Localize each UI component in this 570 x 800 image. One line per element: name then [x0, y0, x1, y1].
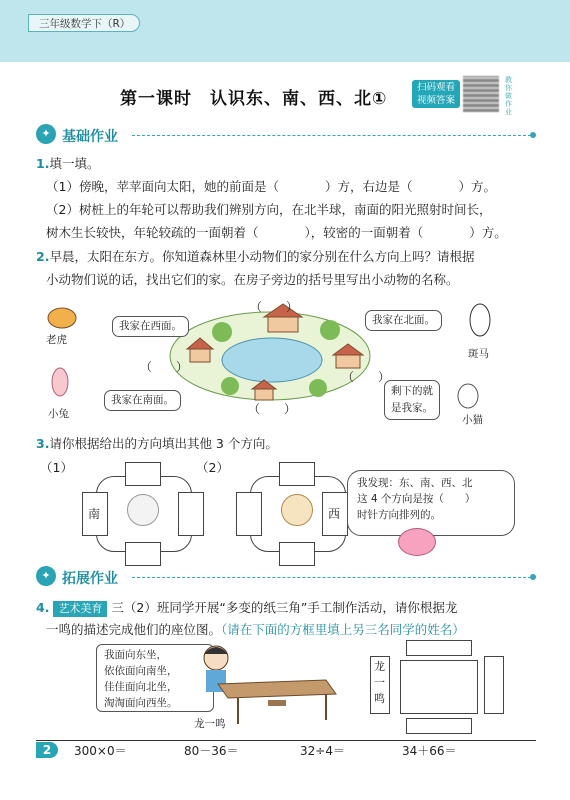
- lightbulb-icon: ✦: [36, 124, 56, 144]
- q1-part2-d: ）方。: [469, 225, 507, 240]
- rabbit-label: 小兔: [48, 408, 69, 420]
- section-extend: [36, 566, 536, 588]
- calc-1: 300×0＝: [74, 744, 127, 758]
- q3-number: 3.: [36, 436, 50, 451]
- q1-part2-line2: [46, 225, 507, 241]
- section-dot: [530, 132, 536, 138]
- grade-tag: 三年级数学下（R）: [28, 14, 140, 32]
- q1-part1-a: （1）傍晚，苹苹面向太阳，她的前面是（: [46, 179, 279, 194]
- say-1: 我面向东坐，: [104, 649, 167, 661]
- cat-speech-1: 剩下的就: [391, 385, 433, 397]
- rabbit-speech: 我家在南面。: [104, 390, 181, 411]
- scan-label-1: 扫码观看: [416, 82, 455, 93]
- q2-line2: 小动物们说的话，找出它们的家。在房子旁边的括号里写出小动物的名称。: [46, 272, 459, 287]
- cat-speech-2: 是我家。: [391, 402, 433, 414]
- dog-face-icon: [281, 494, 313, 526]
- house-east-blank[interactable]: （ ）: [342, 370, 391, 384]
- q4-text-1: 三（2）班同学开展“多变的纸三角”手工制作活动，请你根据龙: [111, 600, 458, 615]
- seat-name-2: 一: [374, 676, 385, 689]
- q3-heading: [36, 436, 278, 452]
- say-4: 淘淘面向西坐。: [104, 697, 178, 709]
- section-dot: [530, 574, 536, 580]
- q3-diagram1-label: （1）: [40, 460, 73, 475]
- q1-number: 1.: [36, 156, 50, 171]
- house-south-blank[interactable]: （ ）: [248, 402, 297, 416]
- art-tag: 艺术美育: [53, 601, 107, 617]
- house-west-blank[interactable]: （ ）: [140, 360, 189, 374]
- zebra-label: 斑马: [468, 348, 489, 360]
- say-2: 依依面向南坐，: [104, 665, 178, 677]
- house-north-blank[interactable]: （ ）: [250, 300, 299, 314]
- q4-line2: [46, 622, 465, 638]
- scan-video-badge[interactable]: [412, 80, 460, 108]
- tiger-speech: 我家在西面。: [112, 316, 189, 337]
- q1-title: 填一填。: [49, 156, 100, 171]
- calc-3: 32÷4＝: [300, 744, 345, 758]
- q1-part1: [46, 179, 496, 195]
- say-3: 佳佳面向北坐，: [104, 681, 178, 693]
- seat-east-box[interactable]: [484, 656, 504, 714]
- q1-heading: [36, 156, 99, 172]
- zebra-speech: 我家在北面。: [365, 310, 442, 331]
- seat-name-3: 鸣: [374, 692, 385, 705]
- section-extend-title: 拓展作业: [62, 571, 118, 587]
- dir2-right-box: [322, 492, 348, 536]
- dir2-left-box[interactable]: [236, 492, 262, 536]
- section-basic-title: 基础作业: [62, 129, 118, 145]
- q2-text-1: 早晨，太阳在东方。你知道森林里小动物们的家分别在什么方向上吗？请根据: [49, 249, 475, 264]
- q2-line1: [36, 249, 474, 265]
- cat-label: 小猫: [462, 414, 483, 426]
- table-box: [400, 660, 478, 714]
- q1-part2-c: ），较密的一面朝着（: [304, 225, 424, 240]
- section-rule: [132, 135, 536, 136]
- dir2-bottom-box[interactable]: [279, 542, 315, 566]
- qr-code-icon[interactable]: [463, 76, 499, 112]
- tiger-label: 老虎: [46, 334, 67, 346]
- section-rule: [132, 577, 536, 578]
- q2-number: 2.: [36, 249, 50, 264]
- q1-part2-b: 树木生长较快，年轮较疏的一面朝着（: [46, 225, 259, 240]
- think-line-2: 这 4 个方向是按（ ）: [357, 493, 476, 505]
- q4-number: 4.: [36, 600, 50, 615]
- q4-line1: [36, 600, 457, 617]
- q1-part1-b: ）方，右边是（: [324, 179, 413, 194]
- lightbulb-icon: ✦: [36, 566, 56, 586]
- discovery-thought-bubble: [347, 470, 515, 536]
- think-line-3: 时针方向排列的。: [357, 509, 441, 521]
- dir1-left-label: 南: [88, 507, 101, 521]
- cat-face-icon: [127, 494, 159, 526]
- dir2-right-label: 西: [328, 507, 341, 521]
- calc-2: 80－36＝: [184, 744, 239, 758]
- seat-west-name: [374, 659, 385, 707]
- seat-south-box[interactable]: [406, 718, 472, 734]
- dir1-top-box[interactable]: [125, 462, 161, 486]
- section-basic: [36, 124, 536, 146]
- think-line-1: 我发现：东、南、西、北: [357, 477, 473, 489]
- page-number: 2: [36, 742, 58, 758]
- q1-part1-c: ）方。: [458, 179, 496, 194]
- dir1-left-box: [82, 492, 108, 536]
- q3-title: 请你根据给出的方向填出其他 3 个方向。: [49, 436, 278, 451]
- bird-mascot-icon: [398, 528, 436, 556]
- calc-4: 34＋66＝: [402, 744, 457, 758]
- q4-text-2: 一鸣的描述完成他们的座位图。: [46, 622, 222, 637]
- scan-label-2: 视频答案: [416, 95, 455, 106]
- seat-name-1: 龙: [374, 660, 385, 673]
- seat-north-box[interactable]: [406, 640, 472, 656]
- cat-speech: [384, 380, 440, 420]
- seat-west-box: [370, 656, 390, 714]
- dir1-bottom-box[interactable]: [125, 542, 161, 566]
- page-title: 第一课时 认识东、南、西、北①: [120, 89, 388, 109]
- qr-side-label: 教你做作业: [505, 76, 512, 116]
- q1-part2-line1: （2）树桩上的年轮可以帮助我们辨别方向，在北半球，南面的阳光照射时间长，: [46, 202, 492, 217]
- q4-hint: （请在下面的方框里填上另三名同学的姓名）: [221, 622, 465, 637]
- q3-diagram2-label: （2）: [196, 460, 229, 475]
- boy-name-label: 龙一鸣: [194, 718, 226, 730]
- forest-scene: [40, 296, 530, 430]
- boy-speech: [96, 644, 214, 712]
- dir1-right-box[interactable]: [178, 492, 204, 536]
- dir2-top-box[interactable]: [279, 462, 315, 486]
